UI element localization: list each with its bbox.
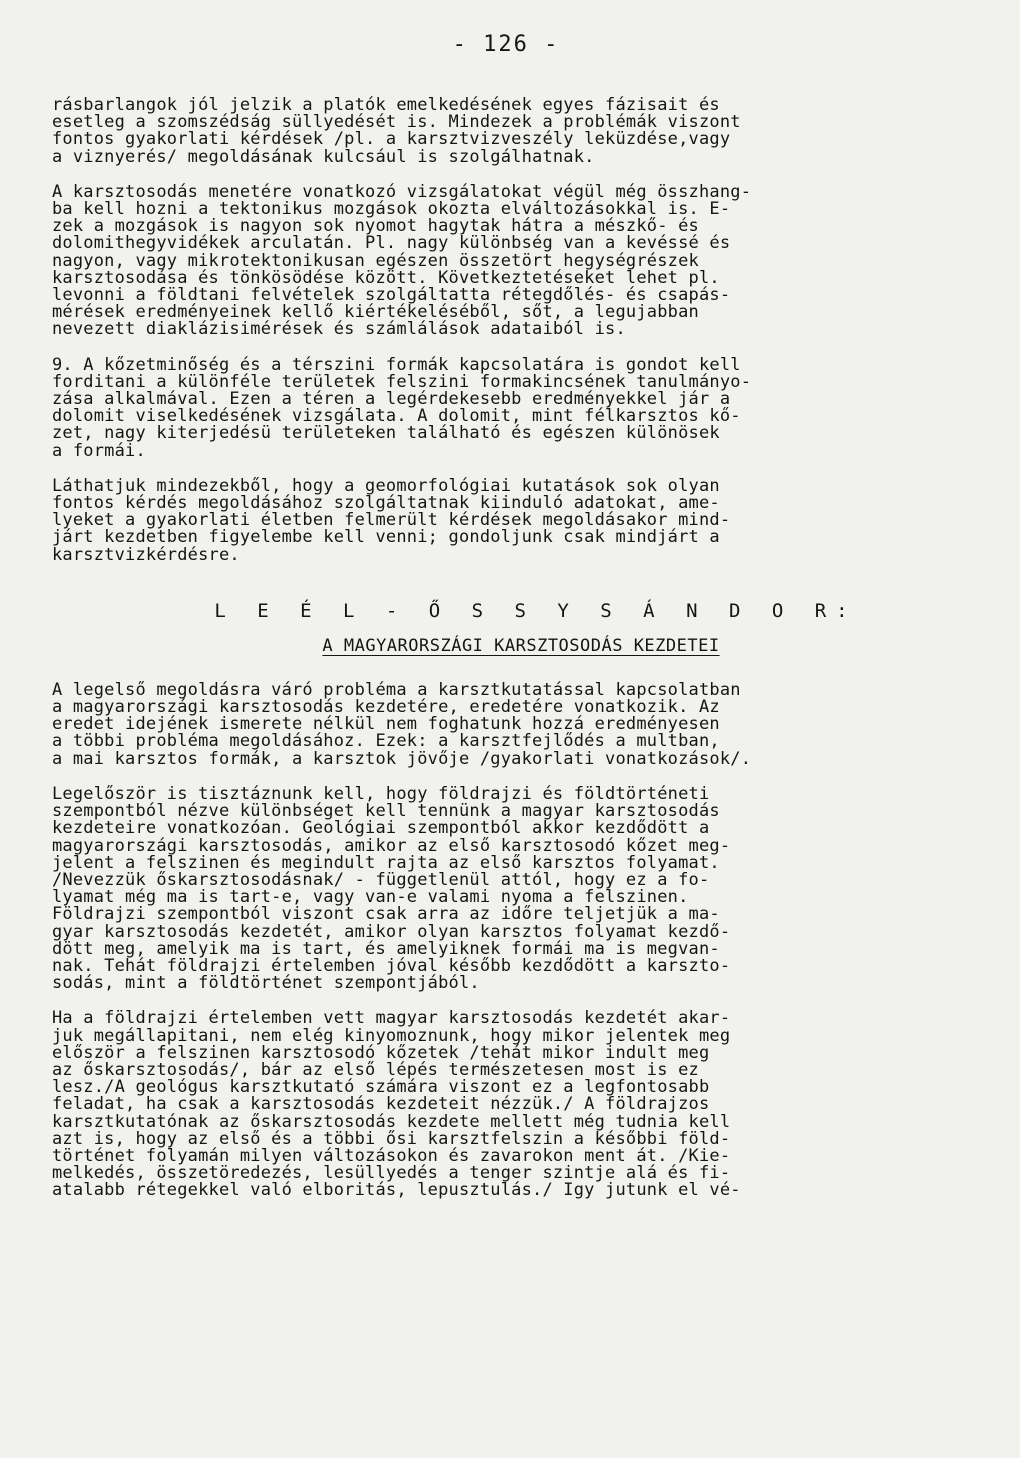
text-line: eredet idejének ismerete nélkül nem foghatunk hozzá eredményesen bbox=[52, 714, 720, 735]
text-line: szempontból nézve különbséget kell tennünk a magyar karsztosodás bbox=[52, 801, 720, 822]
text-line: fontos kérdés megoldásához szolgáltatnak kiinduló adatokat, ame- bbox=[52, 493, 720, 514]
text-line: először a felszinen karsztosodó kőzetek /tehát mikor indult meg bbox=[52, 1042, 710, 1063]
text-line: dolomithegyvidékek arculatán. Pl. nagy különbség van a kevéssé és bbox=[52, 233, 731, 254]
text-line: lesz./A geológus karsztkutató számára viszont ez a legfontosabb bbox=[52, 1077, 710, 1098]
text-line: a formái. bbox=[52, 440, 146, 461]
paragraph bbox=[52, 97, 960, 166]
text-line: a többi probléma megoldásához. Ezek: a karsztfejlődés a multban, bbox=[52, 731, 720, 752]
text-line: rásbarlangok jól jelzik a platók emelkedésének egyes fázisait és bbox=[52, 95, 720, 115]
text-line: 9. A kőzetminőség és a térszini formák kapcsolatára is gondot kell bbox=[52, 354, 741, 375]
text-line: Legelőször is tisztáznunk kell, hogy földrajzi és földtörténeti bbox=[52, 783, 710, 804]
text-line: magyarországi karsztosodás, amikor az első karsztosodó kőzet meg- bbox=[52, 835, 731, 856]
text-line: karsztosodása és tönkösödése között. Következtetéseket lehet pl. bbox=[52, 267, 720, 288]
text-line: dött meg, amelyik ma is tart, és amelyiknek formái ma is megvan- bbox=[52, 938, 720, 959]
text-line: jelent a felszinen és megindult rajta az első karsztos folyamat. bbox=[52, 852, 720, 873]
text-line: zet, nagy kiterjedésü területeken található és egészen különösek bbox=[52, 423, 720, 444]
text-line: Ha a földrajzi értelemben vett magyar karsztosodás kezdetét akar- bbox=[52, 1008, 731, 1029]
text-line: esetleg a szomszédság süllyedését is. Mindezek a problémák viszont bbox=[52, 112, 741, 133]
paragraph bbox=[52, 783, 960, 994]
text-line: történet folyamán milyen változásokon és zavarokon ment át. /Kie- bbox=[52, 1145, 731, 1166]
section-karst-beginnings bbox=[52, 679, 960, 1201]
text-line: nagyon, vagy mikrotektonikusan egészen összetört hegységrészek bbox=[52, 250, 699, 271]
text-line: a magyarországi karsztosodás kezdetére, eredetére vonatkozik. Az bbox=[52, 697, 720, 718]
text-line: zása alkalmával. Ezen a téren a legérdekesebb eredményekkel jár a bbox=[52, 389, 731, 410]
text-line: ba kell hozni a tektonikus mozgások okozta elváltozásokkal is. E- bbox=[52, 199, 731, 220]
paragraph bbox=[52, 354, 960, 461]
text-line: az őskarsztosodás/, bár az első lépés természetesen most is ez bbox=[52, 1059, 699, 1080]
text-line: azt is, hogy az első és a többi ősi karsztfelszin a későbbi föld- bbox=[52, 1128, 731, 1149]
text-line: dolomit viselkedésének vizsgálata. A dolomit, mint félkarsztos kő- bbox=[52, 406, 741, 427]
text-line: A karsztosodás menetére vonatkozó vizsgálatokat végül még összhang- bbox=[52, 181, 752, 202]
paragraph bbox=[52, 181, 960, 340]
article-author: L E É L - Ő S S Y S Á N D O R: bbox=[214, 599, 858, 622]
text-line: fontos gyakorlati kérdések /pl. a karsztvizveszély leküzdése,vagy bbox=[52, 129, 731, 150]
paragraph bbox=[52, 475, 960, 565]
text-line: A legelső megoldásra váró probléma a karsztkutatással kapcsolatban bbox=[52, 679, 741, 700]
text-line: karsztkutatónak az őskarsztosodás kezdete mellett még tudnia kell bbox=[52, 1111, 731, 1132]
text-line: lyamat még ma is tart-e, vagy van-e valami nyoma a felszinen. bbox=[52, 887, 689, 908]
text-line: feladat, ha csak a karsztosodás kezdeteit nézzük./ A földrajzos bbox=[52, 1094, 710, 1115]
text-line: Láthatjuk mindezekből, hogy a geomorfológiai kutatások sok olyan bbox=[52, 475, 720, 496]
text-line: melkedés, összetöredezés, lesüllyedés a tenger szintje alá és fi- bbox=[52, 1163, 731, 1184]
article-title: A MAGYARORSZÁGI KARSZTOSODÁS KEZDETEI bbox=[322, 635, 720, 656]
text-line: Földrajzi szempontból viszont csak arra az időre teljetjük a ma- bbox=[52, 904, 720, 925]
text-line: mérések eredményeinek kellő kiértékeléséből, sőt, a legujabban bbox=[52, 302, 699, 323]
paragraph bbox=[52, 1010, 960, 1199]
text-line: karsztvizkérdésre. bbox=[52, 544, 240, 565]
page-number: - 126 - bbox=[452, 32, 560, 57]
text-line: kezdeteire vonatkozóan. Geológiai szempontból akkor kezdődött a bbox=[52, 818, 710, 839]
section-geomorphology bbox=[52, 97, 960, 564]
text-line: gyar karsztosodás kezdetét, amikor olyan karsztos folyamat kezdő- bbox=[52, 921, 731, 942]
text-line: juk megállapitani, nem elég kinyomoznunk, hogy mikor jelentek meg bbox=[52, 1025, 731, 1046]
text-line: a mai karsztos formák, a karsztok jövője /gyakorlati vonatkozások/. bbox=[52, 748, 752, 769]
text-line: nevezett diaklázisimérések és számlálások adataiból is. bbox=[52, 319, 626, 340]
text-line: járt kezdetben figyelembe kell venni; gondoljunk csak mindjárt a bbox=[52, 527, 720, 548]
text-line: nak. Tehát földrajzi értelemben jóval később kezdődött a karszto- bbox=[52, 955, 731, 976]
text-line: sodás, mint a földtörténet szempontjából. bbox=[52, 973, 480, 994]
paragraph bbox=[52, 679, 960, 769]
text-line: atalabb rétegekkel való elboritás, lepusztulás./ Igy jutunk el vé- bbox=[52, 1180, 741, 1201]
text-line: levonni a földtani felvételek szolgáltatta rétegdőlés- és csapás- bbox=[52, 285, 731, 306]
text-line: zek a mozgások is nagyon sok nyomot hagytak hátra a mészkő- és bbox=[52, 216, 699, 237]
text-line: lyeket a gyakorlati életben felmerült kérdések megoldásakor mind- bbox=[52, 510, 731, 531]
text-line: /Nevezzük őskarsztosodásnak/ - függetlenül attól, hogy ez a fo- bbox=[52, 869, 710, 890]
text-line: forditani a különféle területek felszini formakincsének tanulmányo- bbox=[52, 371, 752, 392]
text-line: a viznyerés/ megoldásának kulcsául is szolgálhatnak. bbox=[52, 146, 595, 167]
